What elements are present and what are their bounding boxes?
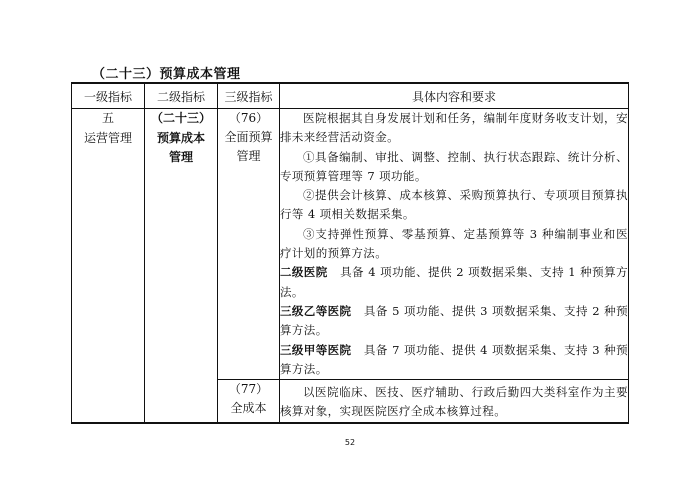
level-text: 具备 4 项功能、提供 2 项数据采集、支持 1 种预算方法。 xyxy=(280,265,628,299)
page-number: 52 xyxy=(344,438,356,447)
level-label: 三级甲等医院 xyxy=(280,342,352,357)
level1-cell xyxy=(72,109,145,423)
level3-number: （77） xyxy=(228,382,269,397)
level3-cell xyxy=(218,109,280,380)
content-cell xyxy=(280,380,629,423)
content-paragraph: ①具备编制、审批、调整、控制、执行状态跟踪、统计分析、专项预算管理等 7 项功能。 xyxy=(280,149,628,183)
content-paragraph: 以医院临床、医技、医疗辅助、行政后勤四大类科室作为主要核算对象，实现医院医疗全成本核算过程。 xyxy=(280,385,628,419)
level-requirement xyxy=(280,341,628,380)
level3-name-line1: 全成本 xyxy=(230,401,267,416)
content-paragraph: ②提供会计核算、成本核算、采购预算执行、专项项目预算执行等 4 项相关数据采集。 xyxy=(280,188,628,222)
content-paragraph: 医院根据其自身发展计划和任务，编制年度财务收支计划，安排未来经营活动资金。 xyxy=(280,111,628,145)
level1-name: 运营管理 xyxy=(83,130,132,145)
level1-number: 五 xyxy=(101,111,114,125)
header-level2: 二级指标 xyxy=(145,83,218,109)
level2-number: （二十三） xyxy=(150,111,211,125)
level2-cell xyxy=(145,109,218,423)
header-level3: 三级指标 xyxy=(218,83,280,109)
header-content: 具体内容和要求 xyxy=(280,83,629,109)
table-row xyxy=(72,109,629,380)
level3-number: （76） xyxy=(228,111,269,125)
level-text: 具备 7 项功能、提供 4 项数据采集、支持 3 种预算方法。 xyxy=(280,342,628,376)
level3-name-line1: 全面预算 xyxy=(224,130,273,144)
level3-cell xyxy=(218,380,280,423)
content-paragraph: ③支持弹性预算、零基预算、定基预算等 3 种编制事业和医疗计划的预算方法。 xyxy=(280,226,628,261)
content-cell xyxy=(280,109,629,380)
level2-name-line2: 管理 xyxy=(168,150,193,164)
level-requirement xyxy=(280,263,628,302)
section-title: （二十三）预算成本管理 xyxy=(92,67,241,82)
level-label: 二级医院 xyxy=(280,265,328,280)
indicator-table xyxy=(71,82,629,424)
header-level1: 一级指标 xyxy=(72,83,145,109)
table-header-row xyxy=(72,83,629,109)
level2-name-line1: 预算成本 xyxy=(156,130,205,145)
level3-name-line2: 管理 xyxy=(236,149,261,163)
level-label: 三级乙等医院 xyxy=(280,303,352,318)
level-requirement xyxy=(280,302,628,341)
level-text: 具备 5 项功能、提供 3 项数据采集、支持 2 种预算方法。 xyxy=(280,303,628,338)
